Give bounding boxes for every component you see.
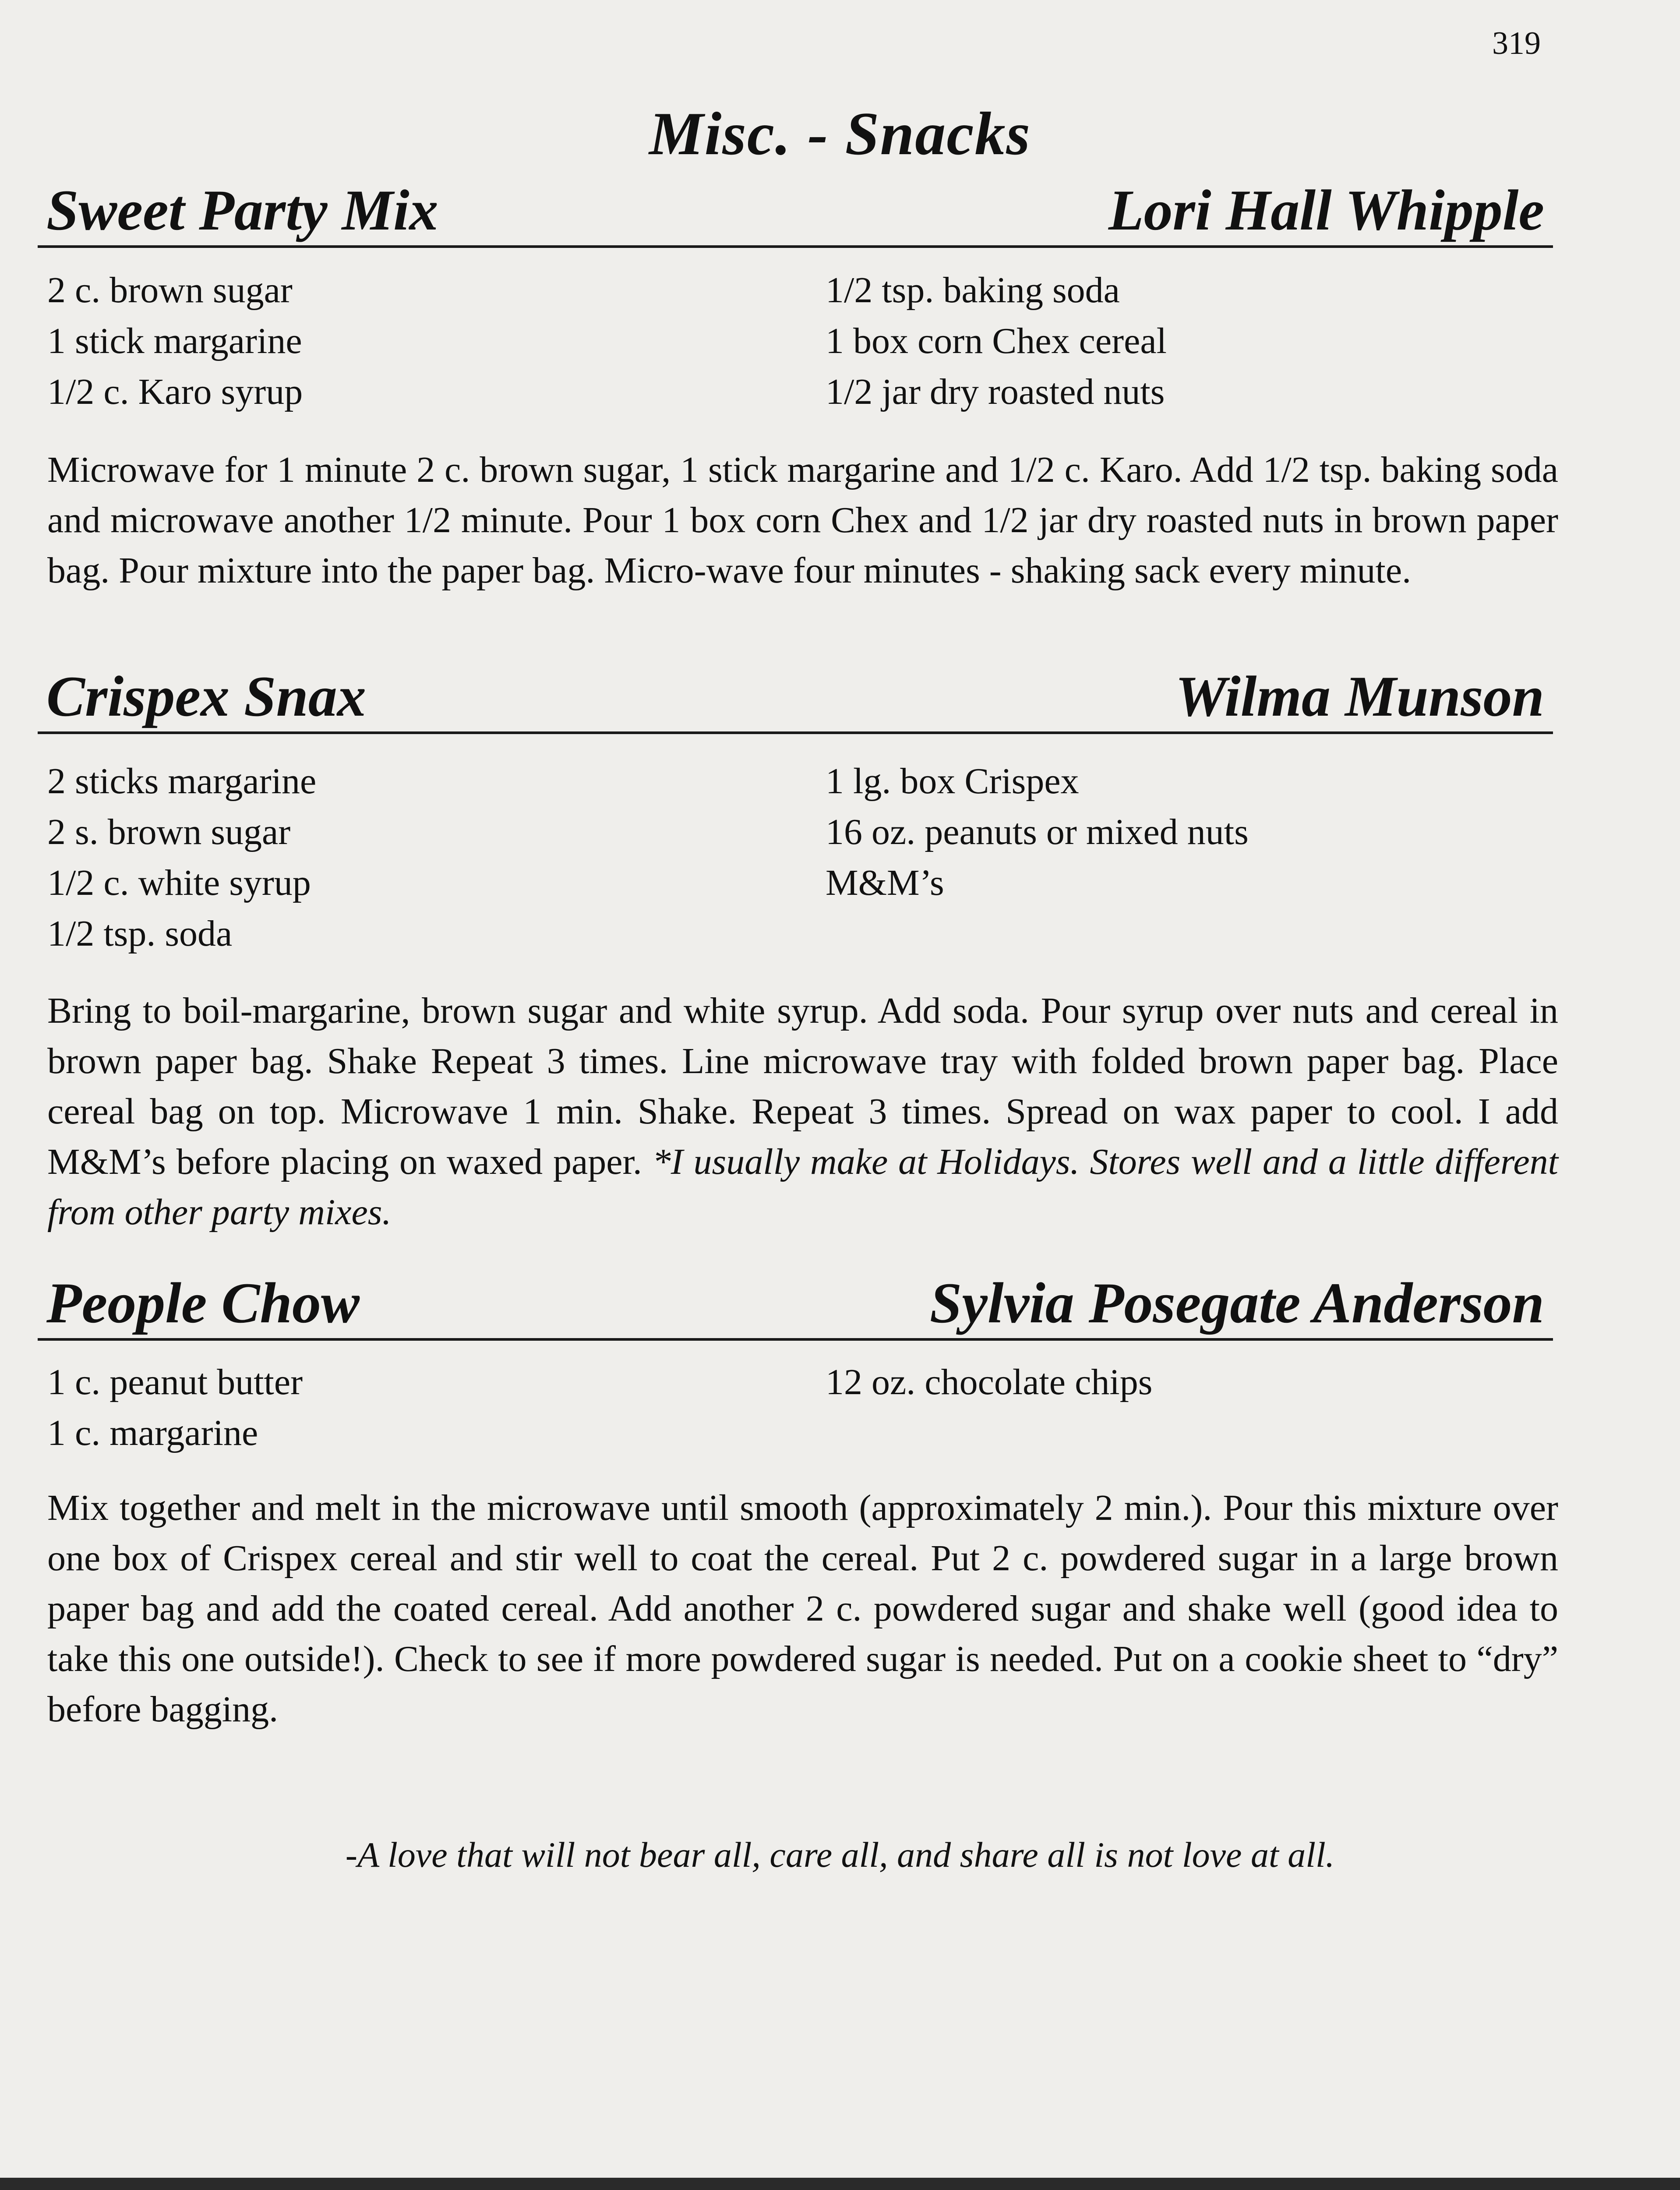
ingredients-left xyxy=(47,1357,303,1459)
ingredient: 1/2 c. Karo syrup xyxy=(47,371,303,412)
recipe-note: *I usually make at Holidays. Stores well and a little different from other party mixes. xyxy=(47,1141,1558,1233)
recipe-instructions xyxy=(47,1483,1558,1734)
ingredient: 1 box corn Chex cereal xyxy=(826,321,1167,361)
ingredient: 1/2 tsp. soda xyxy=(47,913,233,954)
recipe-title: People Chow xyxy=(46,1271,360,1335)
instructions-text: Microwave for 1 minute 2 c. brown sugar, 1 stick margarine and 1/2 c. Karo. Add 1/2 tsp. baking soda and microwave another 1/2 minute. Pour 1 box corn Chex and 1/2 jar dry roasted nuts in brown paper bag. Pour mixture into the paper bag. Micro-wave four minutes - shaking sack every minute. xyxy=(47,449,1558,591)
ingredient: 1 c. peanut butter xyxy=(47,1362,303,1402)
recipe-title: Crispex Snax xyxy=(46,664,366,728)
ingredients-right xyxy=(826,1357,1152,1408)
ingredient: 2 s. brown sugar xyxy=(47,812,291,852)
recipe-author: Wilma Munson xyxy=(1175,664,1544,728)
recipe-header xyxy=(38,1271,1553,1341)
ingredient: M&M’s xyxy=(826,862,944,903)
ingredient: 1 c. margarine xyxy=(47,1413,258,1453)
ingredient: 1/2 c. white syrup xyxy=(47,862,311,903)
ingredients-right xyxy=(826,756,1249,908)
ingredient: 1 stick margarine xyxy=(47,321,302,361)
recipe-instructions xyxy=(47,986,1558,1237)
scan-edge xyxy=(0,2178,1680,2190)
recipe-instructions xyxy=(47,445,1558,596)
ingredient: 2 c. brown sugar xyxy=(47,270,293,311)
page-title: Misc. - Snacks xyxy=(649,100,1031,168)
ingredient: 12 oz. chocolate chips xyxy=(826,1362,1153,1402)
recipe-title: Sweet Party Mix xyxy=(46,178,438,242)
ingredient: 1/2 jar dry roasted nuts xyxy=(826,371,1165,412)
page-number: 319 xyxy=(1492,25,1541,61)
ingredient: 2 sticks margarine xyxy=(47,761,317,802)
recipe-header xyxy=(38,664,1553,734)
instructions-text: Mix together and melt in the microwave until smooth (approximately 2 min.). Pour this mixture over one box of Crispex cereal and stir well to coat the cereal. Put 2 c. powdered sugar in a large brown paper bag and add the coated cereal. Add another 2 c. powdered sugar and shake well (good idea to take this one outside!). Check to see if more powdered sugar is needed. Put on a cookie sheet to “dry” before bagging. xyxy=(47,1487,1558,1730)
ingredient: 16 oz. peanuts or mixed nuts xyxy=(826,812,1249,852)
ingredients-left xyxy=(47,756,316,959)
ingredients-right xyxy=(826,265,1167,417)
recipe-header xyxy=(38,178,1553,248)
ingredients-left xyxy=(47,265,303,417)
ingredient: 1/2 tsp. baking soda xyxy=(826,270,1120,311)
instructions-text: Bring to boil-margarine, brown sugar and white syrup. Add soda. Pour syrup over nuts and cereal in brown paper bag. Shake Repeat 3 times. Line microwave tray with folded brown paper bag. Place cereal bag on top. Microwave 1 min. Shake. Repeat 3 times. Spread on wax paper to cool. I add M&M’s before placing on waxed paper. xyxy=(47,990,1558,1182)
ingredient: 1 lg. box Crispex xyxy=(826,761,1079,802)
recipe-author: Sylvia Posegate Anderson xyxy=(929,1271,1544,1335)
recipe-author: Lori Hall Whipple xyxy=(1108,178,1544,242)
closing-quote: -A love that will not bear all, care all, and share all is not love at all. xyxy=(345,1835,1335,1875)
